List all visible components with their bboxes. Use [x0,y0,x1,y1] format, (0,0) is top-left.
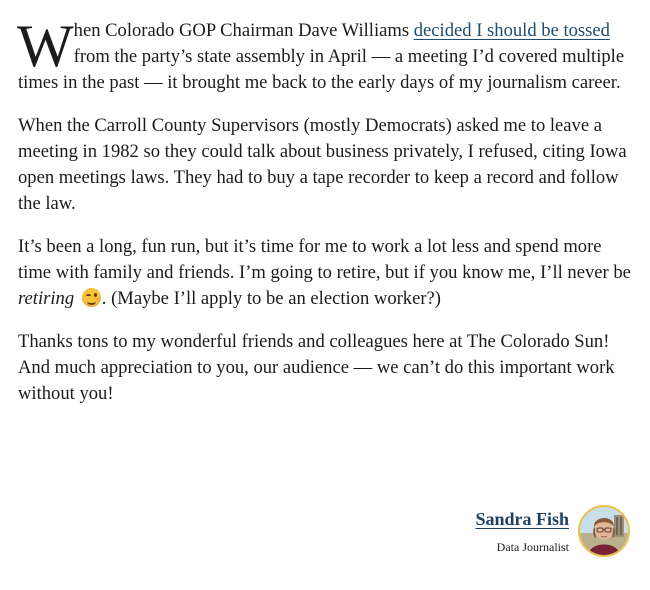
article-body [17,13,636,424]
author-name-link[interactable]: Sandra Fish [475,509,569,529]
decided-tossed-link[interactable]: decided I should be tossed [413,20,610,41]
author-byline [475,505,630,557]
byline-text [475,508,569,554]
retiring-emphasis: retiring [18,288,75,309]
author-photo [580,507,628,555]
author-avatar[interactable] [578,505,630,557]
paragraph-3 [18,234,636,312]
paragraph-1-lead-text: hen Colorado GOP Chairman Dave Williams [73,20,414,41]
paragraph-2: When the Carroll County Supervisors (mostly Democrats) asked me to leave a meeting in 1982 so they could talk about business privately, I refused, citing Iowa open meetings laws. They had to buy a tape recorder to keep a record and follow the law. [18,115,627,214]
paragraph-3-text-before: It’s been a long, fun run, but it’s time for me to work a lot less and spend more time with family and friends. I’m going to retire, but if you know me, I’ll never be [18,236,631,283]
paragraph-1-rest: from the party’s state assembly in April — a meeting I’d covered multiple times in the past — it brought me back to the early days of my journalism career. [18,46,625,93]
paragraph-4: Thanks tons to my wonderful friends and colleagues here at The Colorado Sun! And much appreciation to you, our audience — we can’t do this important work without you! [18,331,615,404]
author-title: Data Journalist [496,540,569,554]
paragraph-1 [17,13,636,96]
drop-cap: W [17,13,74,79]
winking-face-icon [82,288,101,307]
paragraph-3-text-after: . (Maybe I’ll apply to be an election worker?) [101,288,441,309]
